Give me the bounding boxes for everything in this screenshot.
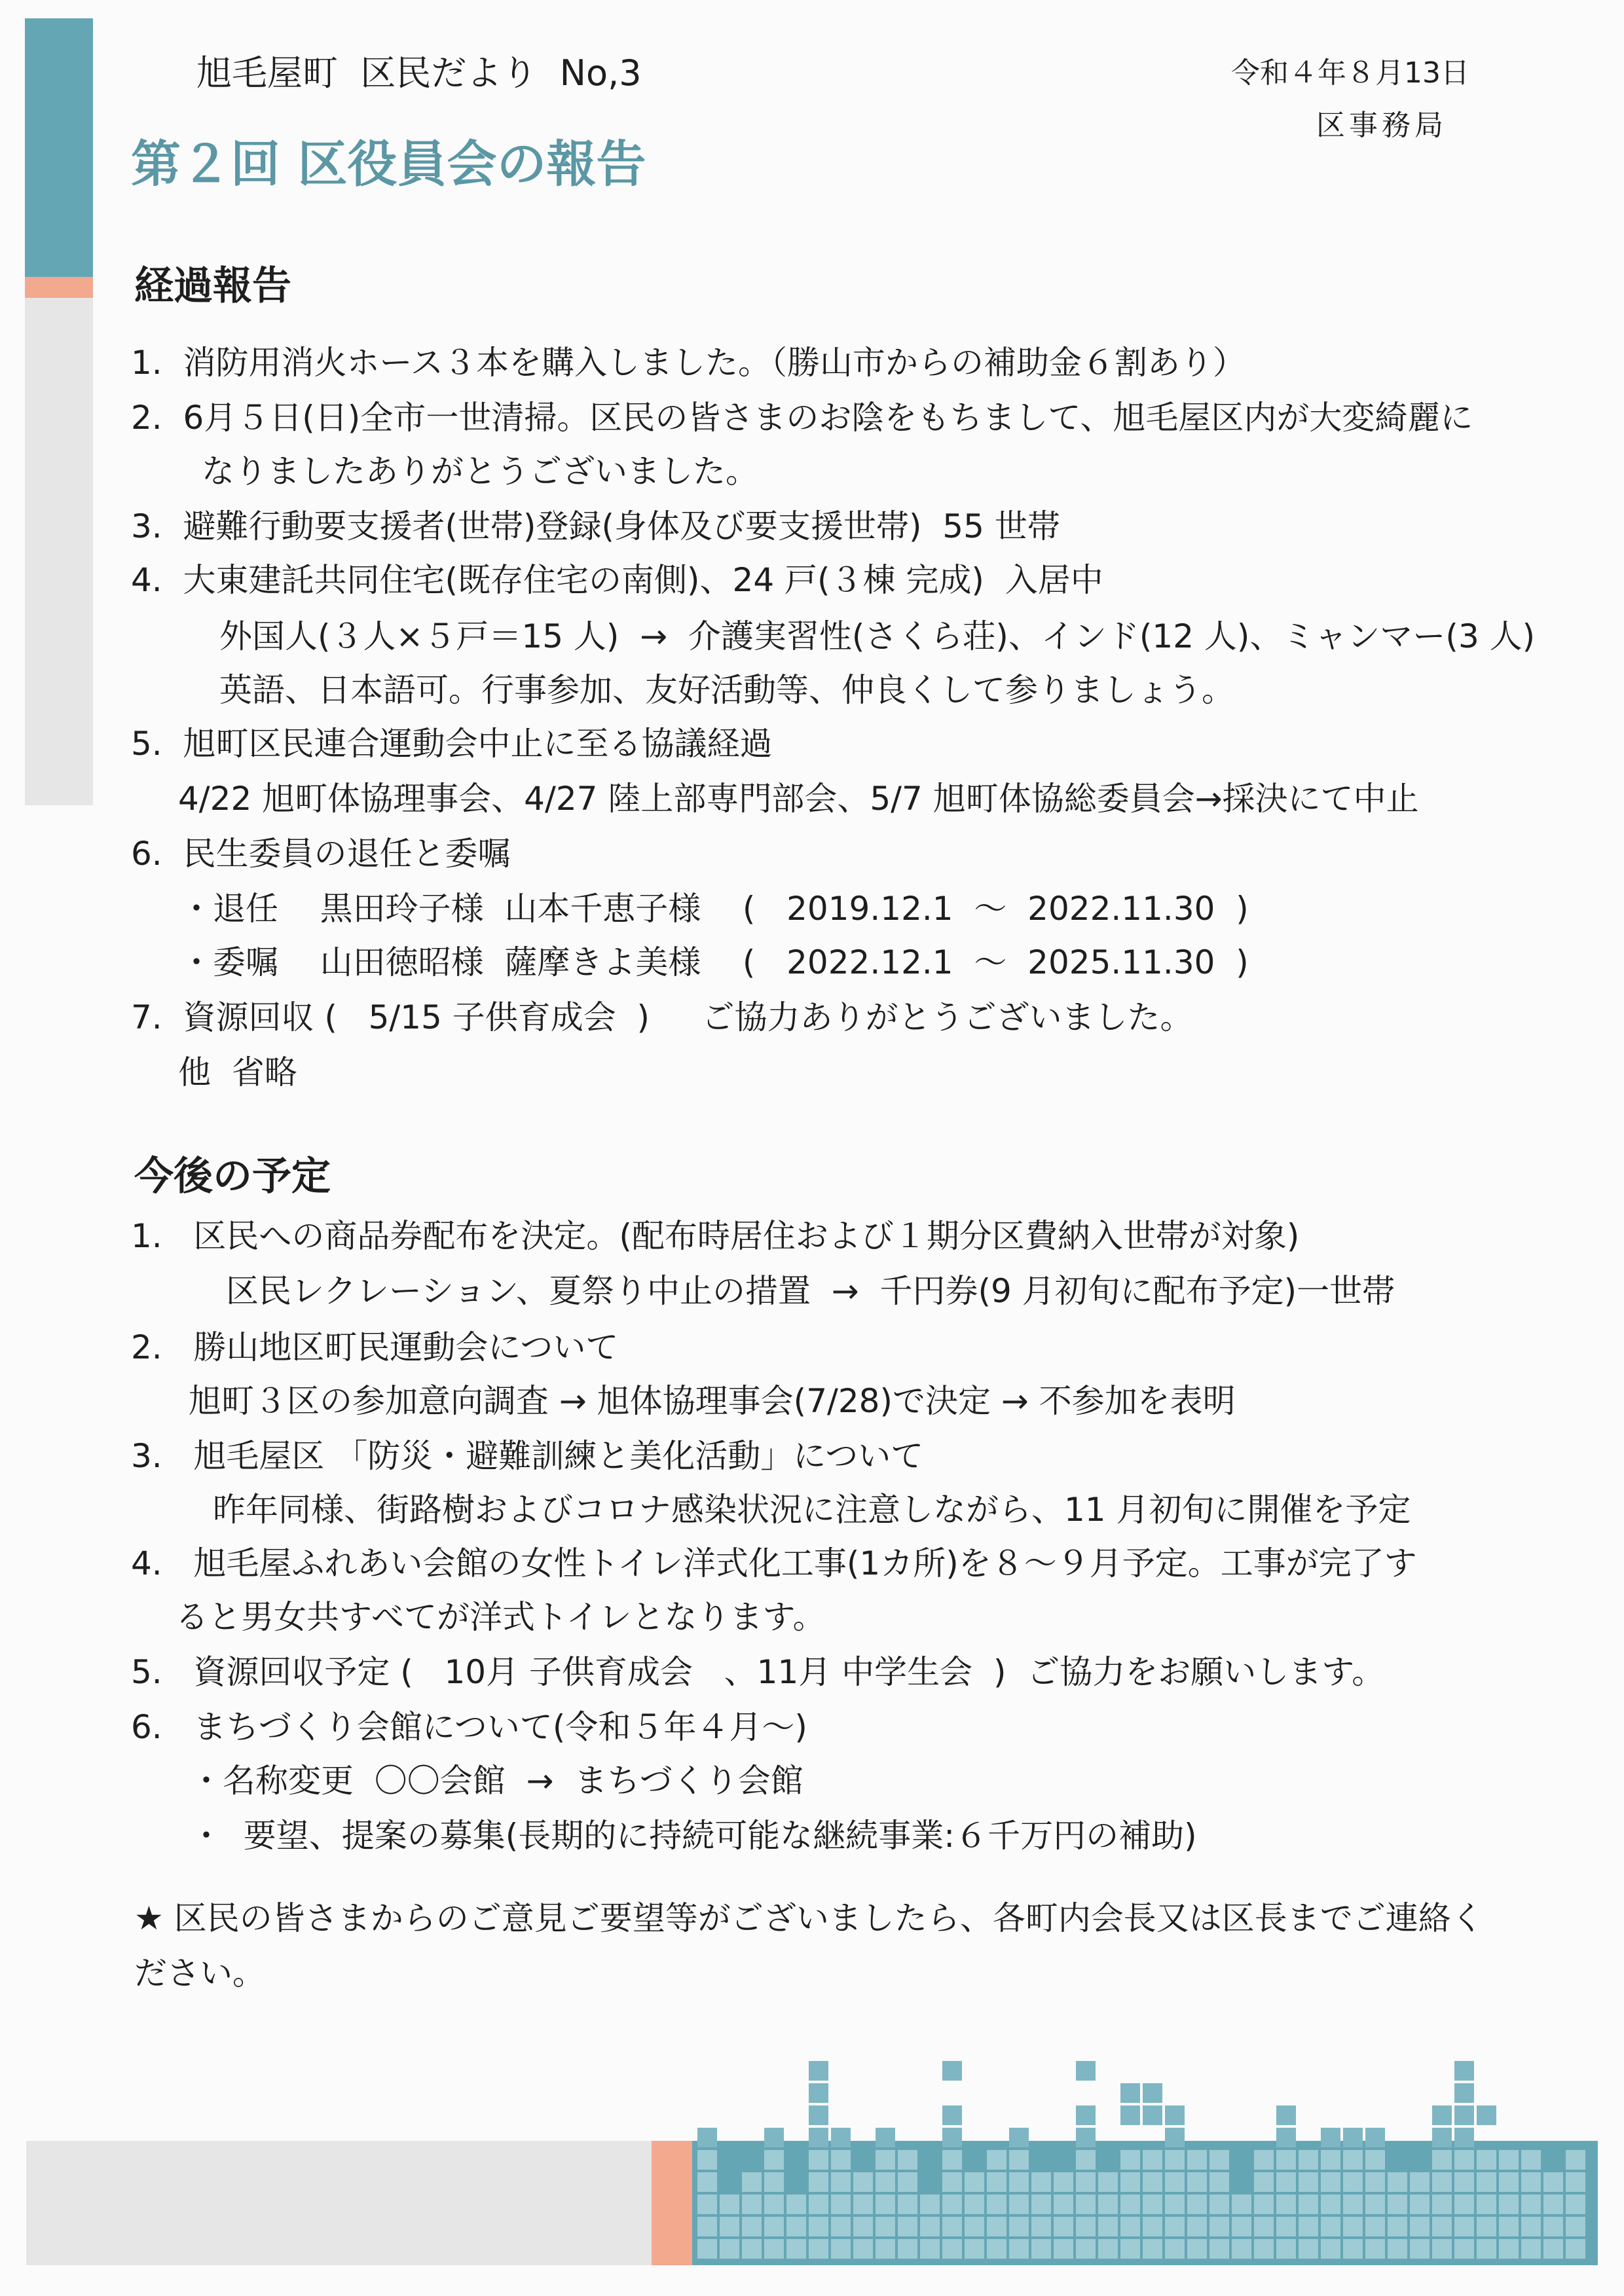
pixel-square xyxy=(1521,2195,1541,2214)
pixel-square xyxy=(942,2128,962,2147)
pixel-square xyxy=(876,2150,895,2170)
pixel-square xyxy=(920,2239,940,2259)
pixel-square xyxy=(1432,2150,1452,2170)
plans-line: 1. 区民への商品券配布を決定。(配布時居住および１期分区費納入世帯が対象) xyxy=(131,1217,1300,1255)
pixel-square xyxy=(1165,2105,1185,2125)
pixel-square xyxy=(942,2150,962,2170)
pixel-square xyxy=(1098,2172,1118,2192)
pixel-square xyxy=(1165,2172,1185,2192)
pixel-square xyxy=(1276,2128,1296,2147)
pixel-square xyxy=(1499,2239,1519,2259)
pixel-square xyxy=(742,2195,762,2214)
pixel-square xyxy=(809,2061,828,2081)
pixel-square xyxy=(1143,2195,1162,2214)
pixel-square xyxy=(898,2195,917,2214)
footer-note-line: ださい。 xyxy=(134,1954,265,1992)
pixel-square xyxy=(942,2195,962,2214)
pixel-square xyxy=(1076,2105,1096,2125)
pixel-square xyxy=(1477,2217,1496,2236)
pixel-square xyxy=(1432,2128,1452,2147)
pixel-square xyxy=(1031,2217,1051,2236)
left-grey-bar xyxy=(25,298,93,805)
pixel-square xyxy=(1521,2239,1541,2259)
pixel-square xyxy=(1143,2239,1162,2259)
left-decorative-bar xyxy=(25,18,93,277)
pixel-square xyxy=(831,2172,851,2192)
report-date: 令和４年８月13日 xyxy=(1231,56,1469,90)
progress-heading: 経過報告 xyxy=(134,263,291,309)
pixel-square xyxy=(1076,2150,1096,2170)
pixel-square xyxy=(1076,2195,1096,2214)
pixel-square xyxy=(697,2195,717,2214)
pixel-square xyxy=(764,2172,784,2192)
pixel-square xyxy=(1432,2195,1452,2214)
pixel-square xyxy=(1209,2195,1229,2214)
pixel-square xyxy=(1232,2239,1251,2259)
pixel-square xyxy=(876,2128,895,2147)
pixel-square xyxy=(1254,2217,1274,2236)
pixel-square xyxy=(809,2105,828,2125)
pixel-square xyxy=(1299,2172,1318,2192)
pixel-square xyxy=(1343,2128,1363,2147)
progress-line: 2. 6月５日(日)全市一世清掃。区民の皆さまのお陰をもちまして、旭毛屋区内が大変綺麗に xyxy=(131,399,1473,437)
pixel-square xyxy=(831,2195,851,2214)
pixel-square xyxy=(1343,2172,1363,2192)
plans-line: ると男女共すべてが洋式トイレとなります。 xyxy=(175,1598,826,1636)
pixel-square xyxy=(1276,2217,1296,2236)
pixel-square xyxy=(1432,2105,1452,2125)
pixel-square xyxy=(1477,2239,1496,2259)
left-accent-stripe xyxy=(25,277,93,298)
pixel-square xyxy=(987,2150,1006,2170)
pixel-square xyxy=(697,2217,717,2236)
progress-line: 3. 避難行動要支援者(世帯)登録(身体及び要支援世帯) 55 世帯 xyxy=(131,507,1060,545)
pixel-square xyxy=(831,2128,851,2147)
pixel-square xyxy=(1209,2150,1229,2170)
pixel-square xyxy=(1365,2128,1385,2147)
pixel-square xyxy=(1187,2195,1207,2214)
pixel-square xyxy=(742,2239,762,2259)
pixel-square xyxy=(1388,2172,1407,2192)
pixel-square xyxy=(1232,2195,1251,2214)
pixel-square xyxy=(1521,2217,1541,2236)
pixel-square xyxy=(987,2195,1006,2214)
progress-line: 英語、日本語可。行事参加、友好活動等、仲良くして参りましょう。 xyxy=(219,671,1234,709)
pixel-square xyxy=(1120,2217,1140,2236)
pixel-square xyxy=(1120,2150,1140,2170)
pixel-square xyxy=(1031,2195,1051,2214)
pixel-square xyxy=(898,2150,917,2170)
pixel-square xyxy=(742,2217,762,2236)
pixel-square xyxy=(1543,2195,1563,2214)
pixel-square xyxy=(1388,2195,1407,2214)
pixel-square xyxy=(1054,2195,1073,2214)
pixel-square xyxy=(1499,2172,1519,2192)
pixel-square xyxy=(1120,2105,1140,2125)
pixel-square xyxy=(1454,2083,1474,2103)
pixel-square xyxy=(1076,2239,1096,2259)
pixel-square xyxy=(1321,2150,1340,2170)
pixel-square xyxy=(898,2172,917,2192)
plans-line: 5. 資源回収予定 ( 10月 子供育成会 、11月 中学生会 ) ご協力をお願いします。 xyxy=(131,1653,1385,1691)
pixel-square xyxy=(898,2239,917,2259)
pixel-square xyxy=(1454,2195,1474,2214)
progress-line: 4. 大東建託共同住宅(既存住宅の南側)、24 戸(３棟 完成) 入居中 xyxy=(131,561,1103,599)
pixel-square xyxy=(1566,2195,1585,2214)
pixel-square xyxy=(1187,2217,1207,2236)
pixel-square xyxy=(1009,2217,1029,2236)
pixel-square xyxy=(1499,2150,1519,2170)
pixel-square xyxy=(1365,2239,1385,2259)
pixel-square xyxy=(1054,2239,1073,2259)
pixel-square xyxy=(764,2239,784,2259)
pixel-square xyxy=(987,2172,1006,2192)
pixel-square xyxy=(1388,2217,1407,2236)
pixel-square xyxy=(1432,2239,1452,2259)
progress-line: 外国人(３人×５戸＝15 人) → 介護実習性(さくら荘)、インド(12 人)、ミャンマー(3 人) xyxy=(219,617,1536,655)
pixel-square xyxy=(1076,2061,1096,2081)
pixel-square xyxy=(1031,2239,1051,2259)
pixel-square xyxy=(697,2128,717,2147)
plans-line: 区民レクレーション、夏祭り中止の措置 → 千円券(9 月初旬に配布予定)一世帯 xyxy=(226,1272,1395,1310)
pixel-square xyxy=(786,2239,806,2259)
pixel-square xyxy=(1254,2150,1274,2170)
pixel-square xyxy=(1276,2105,1296,2125)
pixel-square xyxy=(809,2239,828,2259)
pixel-square xyxy=(1477,2195,1496,2214)
pixel-square xyxy=(1276,2150,1296,2170)
pixel-square xyxy=(831,2239,851,2259)
pixel-square xyxy=(1009,2150,1029,2170)
pixel-square xyxy=(1410,2195,1430,2214)
pixel-square xyxy=(831,2217,851,2236)
pixel-square xyxy=(1454,2150,1474,2170)
pixel-square xyxy=(1076,2172,1096,2192)
bottom-grey-bar xyxy=(26,2141,652,2265)
plans-line: 2. 勝山地区町民運動会について xyxy=(131,1328,619,1366)
pixel-square xyxy=(1120,2083,1140,2103)
pixel-square xyxy=(876,2217,895,2236)
pixel-square xyxy=(1209,2172,1229,2192)
pixel-square xyxy=(764,2217,784,2236)
pixel-square xyxy=(1566,2239,1585,2259)
pixel-square xyxy=(987,2239,1006,2259)
pixel-square xyxy=(942,2239,962,2259)
pixel-square xyxy=(1432,2217,1452,2236)
pixel-square xyxy=(809,2083,828,2103)
pixel-square xyxy=(942,2105,962,2125)
pixel-square xyxy=(876,2239,895,2259)
pixel-square xyxy=(1299,2239,1318,2259)
pixel-square xyxy=(1187,2172,1207,2192)
pixel-square xyxy=(1521,2172,1541,2192)
progress-line: 6. 民生委員の退任と委嘱 xyxy=(131,835,511,873)
pixel-square xyxy=(1076,2217,1096,2236)
pixel-square xyxy=(1143,2217,1162,2236)
newsletter-name: 旭毛屋町 区民だより No,3 xyxy=(196,52,642,94)
plans-line: 昨年同様、街路樹およびコロナ感染状況に注意しながら、11 月初旬に開催を予定 xyxy=(213,1491,1411,1529)
pixel-square xyxy=(1276,2195,1296,2214)
pixel-square xyxy=(809,2217,828,2236)
pixel-square xyxy=(1410,2172,1430,2192)
pixel-square xyxy=(920,2195,940,2214)
plans-line: 6. まちづくり会館について(令和５年４月～) xyxy=(131,1708,807,1746)
pixel-square xyxy=(1410,2217,1430,2236)
pixel-square xyxy=(1566,2150,1585,2170)
pixel-square xyxy=(786,2195,806,2214)
pixel-square xyxy=(1543,2239,1563,2259)
pixel-square xyxy=(1009,2195,1029,2214)
pixel-square xyxy=(1321,2239,1340,2259)
pixel-square xyxy=(697,2239,717,2259)
plans-line: ・名称変更 〇〇会館 → まちづくり会館 xyxy=(190,1762,803,1800)
pixel-square xyxy=(1299,2217,1318,2236)
pixel-square xyxy=(1321,2128,1340,2147)
pixel-square xyxy=(965,2217,984,2236)
pixel-square xyxy=(809,2195,828,2214)
pixel-grid-decoration xyxy=(692,2056,1598,2265)
pixel-square xyxy=(1566,2172,1585,2192)
pixel-square xyxy=(1343,2195,1363,2214)
pixel-square xyxy=(1054,2172,1073,2192)
pixel-square xyxy=(1232,2217,1251,2236)
pixel-square xyxy=(1143,2105,1162,2125)
pixel-square xyxy=(742,2172,762,2192)
pixel-square xyxy=(1321,2195,1340,2214)
plans-line: ・ 要望、提案の募集(長期的に持続可能な継続事業:６千万円の補助) xyxy=(190,1817,1197,1855)
progress-line: ・委嘱 山田徳昭様 薩摩きよ美様 ( 2022.12.1 ～ 2025.11.30 ) xyxy=(180,943,1249,981)
pixel-square xyxy=(1120,2239,1140,2259)
pixel-square xyxy=(1187,2239,1207,2259)
pixel-square xyxy=(1276,2239,1296,2259)
pixel-square xyxy=(1098,2195,1118,2214)
pixel-square xyxy=(1454,2217,1474,2236)
pixel-square xyxy=(1454,2128,1474,2147)
pixel-square xyxy=(965,2172,984,2192)
progress-line: 7. 資源回収 ( 5/15 子供育成会 ) ご協力ありがとうございました。 xyxy=(131,998,1193,1036)
pixel-square xyxy=(1410,2239,1430,2259)
pixel-square xyxy=(942,2172,962,2192)
pixel-square xyxy=(720,2217,739,2236)
pixel-square xyxy=(942,2061,962,2081)
progress-line: なりましたありがとうございました。 xyxy=(202,452,758,490)
pixel-square xyxy=(1499,2217,1519,2236)
pixel-square xyxy=(1365,2217,1385,2236)
pixel-square xyxy=(1477,2172,1496,2192)
pixel-square xyxy=(1098,2217,1118,2236)
page-title: 第２回 区役員会の報告 xyxy=(131,135,646,193)
pixel-square xyxy=(876,2195,895,2214)
pixel-square xyxy=(942,2217,962,2236)
pixel-square xyxy=(1209,2239,1229,2259)
pixel-square xyxy=(1365,2195,1385,2214)
pixel-square xyxy=(720,2239,739,2259)
pixel-square xyxy=(1543,2217,1563,2236)
pixel-square xyxy=(1009,2239,1029,2259)
pixel-square xyxy=(809,2150,828,2170)
plans-line: 3. 旭毛屋区 「防災・避難訓練と美化活動」について xyxy=(131,1437,924,1475)
pixel-square xyxy=(1254,2172,1274,2192)
pixel-square xyxy=(1254,2195,1274,2214)
pixel-square xyxy=(1454,2239,1474,2259)
pixel-square xyxy=(1009,2128,1029,2147)
pixel-square xyxy=(1321,2172,1340,2192)
pixel-square xyxy=(1566,2217,1585,2236)
pixel-square xyxy=(1454,2172,1474,2192)
pixel-square xyxy=(1276,2172,1296,2192)
pixel-square xyxy=(1009,2172,1029,2192)
pixel-square xyxy=(764,2128,784,2147)
footer-note-line: ★ 区民の皆さまからのご意見ご要望等がございましたら、各町内会長又は区長までご連絡く xyxy=(134,1899,1484,1937)
pixel-square xyxy=(1054,2217,1073,2236)
pixel-square xyxy=(853,2239,873,2259)
progress-line: 4/22 旭町体協理事会、4/27 陸上部専門部会、5/7 旭町体協総委員会→採決にて中止 xyxy=(178,780,1419,818)
pixel-square xyxy=(1209,2217,1229,2236)
pixel-square xyxy=(1165,2217,1185,2236)
progress-line: 他 省略 xyxy=(178,1053,297,1091)
pixel-square xyxy=(1165,2150,1185,2170)
pixel-square xyxy=(786,2217,806,2236)
pixel-square xyxy=(853,2217,873,2236)
pixel-square xyxy=(1187,2150,1207,2170)
pixel-square xyxy=(1343,2217,1363,2236)
pixel-square xyxy=(1321,2217,1340,2236)
pixel-square xyxy=(1143,2150,1162,2170)
pixel-square xyxy=(1120,2195,1140,2214)
pixel-square xyxy=(987,2217,1006,2236)
pixel-square xyxy=(1477,2105,1496,2125)
pixel-square xyxy=(1454,2061,1474,2081)
pixel-square xyxy=(831,2150,851,2170)
progress-line: 1. 消防用消火ホース３本を購入しました。（勝山市からの補助金６割あり） xyxy=(131,344,1246,382)
pixel-square xyxy=(1343,2239,1363,2259)
pixel-square xyxy=(1254,2239,1274,2259)
bottom-accent-stripe xyxy=(652,2141,692,2265)
pixel-square xyxy=(1499,2195,1519,2214)
pixel-square xyxy=(1299,2195,1318,2214)
report-office: 区事務局 xyxy=(1316,109,1447,142)
pixel-square xyxy=(1365,2172,1385,2192)
pixel-square xyxy=(764,2195,784,2214)
pixel-square xyxy=(697,2150,717,2170)
pixel-square xyxy=(1165,2128,1185,2147)
pixel-square xyxy=(1143,2083,1162,2103)
pixel-square xyxy=(876,2172,895,2192)
plans-heading: 今後の予定 xyxy=(134,1154,331,1199)
pixel-square xyxy=(720,2195,739,2214)
pixel-square xyxy=(1165,2239,1185,2259)
pixel-square xyxy=(1543,2172,1563,2192)
pixel-square xyxy=(1477,2150,1496,2170)
plans-line: 4. 旭毛屋ふれあい会館の女性トイレ洋式化工事(1カ所)を８～９月予定。工事が完了す xyxy=(131,1544,1417,1582)
pixel-square xyxy=(1365,2150,1385,2170)
pixel-square xyxy=(1098,2239,1118,2259)
pixel-square xyxy=(1120,2172,1140,2192)
pixel-square xyxy=(809,2128,828,2147)
pixel-square xyxy=(1076,2128,1096,2147)
pixel-square xyxy=(965,2195,984,2214)
pixel-square xyxy=(1454,2105,1474,2125)
pixel-square xyxy=(1388,2239,1407,2259)
pixel-square xyxy=(853,2195,873,2214)
pixel-square xyxy=(1143,2172,1162,2192)
progress-line: ・退任 黒田玲子様 山本千恵子様 ( 2019.12.1 ～ 2022.11.30 ) xyxy=(180,890,1249,928)
pixel-square xyxy=(1165,2195,1185,2214)
pixel-square xyxy=(965,2239,984,2259)
pixel-square xyxy=(809,2172,828,2192)
pixel-square xyxy=(1343,2150,1363,2170)
pixel-square xyxy=(1299,2150,1318,2170)
pixel-square xyxy=(853,2172,873,2192)
pixel-square xyxy=(697,2172,717,2192)
pixel-square xyxy=(764,2150,784,2170)
pixel-square xyxy=(1031,2172,1051,2192)
plans-line: 旭町３区の参加意向調査 → 旭体協理事会(7/28)で決定 → 不参加を表明 xyxy=(189,1382,1236,1420)
pixel-square xyxy=(920,2217,940,2236)
pixel-square xyxy=(1521,2150,1541,2170)
pixel-square xyxy=(898,2217,917,2236)
progress-line: 5. 旭町区民連合運動会中止に至る協議経過 xyxy=(131,725,773,763)
pixel-square xyxy=(1432,2172,1452,2192)
